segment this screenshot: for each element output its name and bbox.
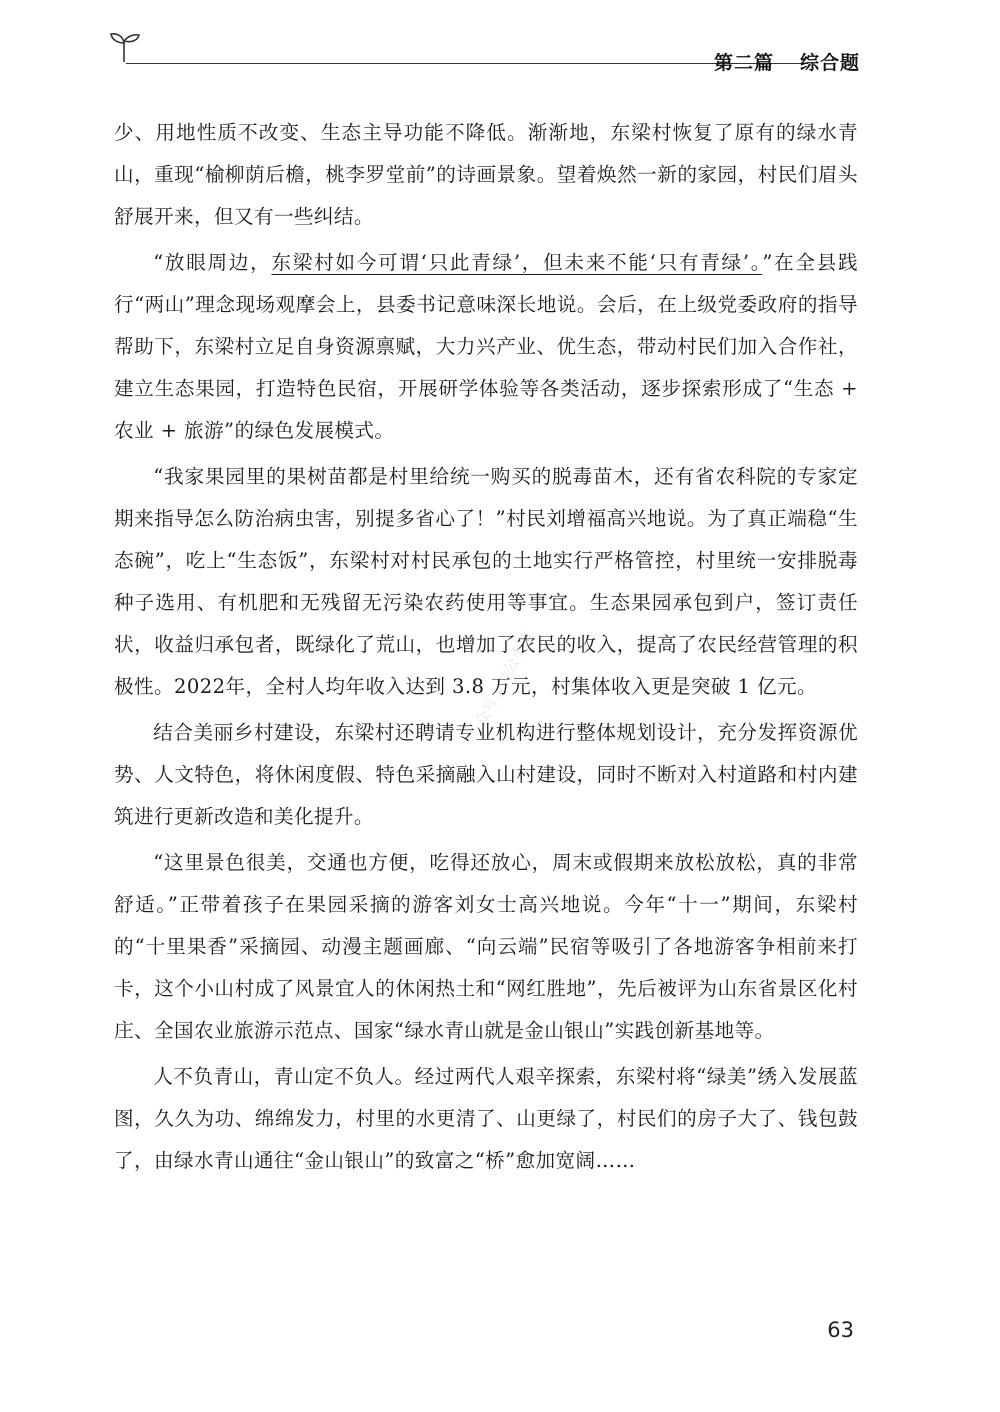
header-chapter: 综合题 [799, 52, 860, 74]
header-rule [126, 63, 808, 64]
paragraph: “这里景色很美，交通也方便，吃得还放心，周末或假期来放松放松，真的非常舒适。”正带着孩子在果园采摘的游客刘女士高兴地说。今年“十一”期间，东梁村的“十里果香”采摘园、动漫主题画廊、“向云端”民宿等吸引了各地游客争相前来打卡，这个小山村成了风景宜人的休闲热土和“网红胜地”，先后被评为山东省景区化村庄、全国农业旅游示范点、国家“绿水青山就是金山银山”实践创新基地等。 [114, 851, 858, 1042]
paragraph: 人不负青山，青山定不负人。经过两代人艰辛探索，东梁村将“绿美”绣入发展蓝图，久久为功、绵绵发力，村里的水更清了、山更绿了，村民们的房子大了、钱包鼓了，由绿水青山通往“金山银山”的致富之“桥”愈加宽阔…… [114, 1065, 858, 1172]
paragraph: “我家果园里的果树苗都是村里给统一购买的脱毒苗木，还有省农科院的专家定期来指导怎么防治病虫害，别提多省心了！”村民刘增福高兴地说。为了真正端稳“生态碗”，吃上“生态饭”，东梁村对村民承包的土地实行严格管控，村里统一安排脱毒种子选用、有机肥和无残留无污染农药使用等事宜。生态果园承包到户，签订责任状，收益归承包者，既绿化了荒山，也增加了农民的收入，提高了农民经营管理的积极性。2022年，全村人均年收入达到 3.8 万元，村集体收入更是突破 1 亿元。 [114, 465, 858, 698]
header-title [714, 48, 860, 75]
paragraph-continuation: ”在全县践行“两山”理念现场观摩会上，县委书记意味深长地说。会后，在上级党委政府的指导帮助下，东梁村立足自身资源禀赋，大力兴产业、优生态，带动村民们加入合作社，建立生态果园，打造特色民宿，开展研学体验等各类活动，逐步探索形成了“生态 + 农业 + 旅游”的绿色发展模式。 [114, 251, 858, 442]
paragraph: 少、用地性质不改变、生态主导功能不降低。渐渐地，东梁村恢复了原有的绿水青山，重现“榆柳荫后檐，桃李罗堂前”的诗画景象。望着焕然一新的家园，村民们眉头舒展开来，但又有一些纠结。 [114, 121, 858, 228]
paragraph: 结合美丽乡村建设，东梁村还聘请专业机构进行整体规划设计，充分发挥资源优势、人文特色，将休闲度假、特色采摘融入山村建设，同时不断对入村道路和村内建筑进行更新改造和美化提升。 [114, 721, 858, 828]
page-number: 63 [827, 1318, 854, 1342]
running-header [104, 28, 860, 72]
watermark: 众号：考公小猿 [471, 628, 537, 730]
sprout-icon [104, 28, 144, 64]
body-text [114, 112, 858, 1182]
underlined-quote: 东梁村如今可谓‘只此青绿’，但未来不能‘只有青绿’。 [271, 251, 763, 274]
paragraph [114, 242, 858, 452]
header-section: 第二篇 [713, 52, 774, 74]
quote-open-text: “放眼周边， [153, 251, 272, 274]
